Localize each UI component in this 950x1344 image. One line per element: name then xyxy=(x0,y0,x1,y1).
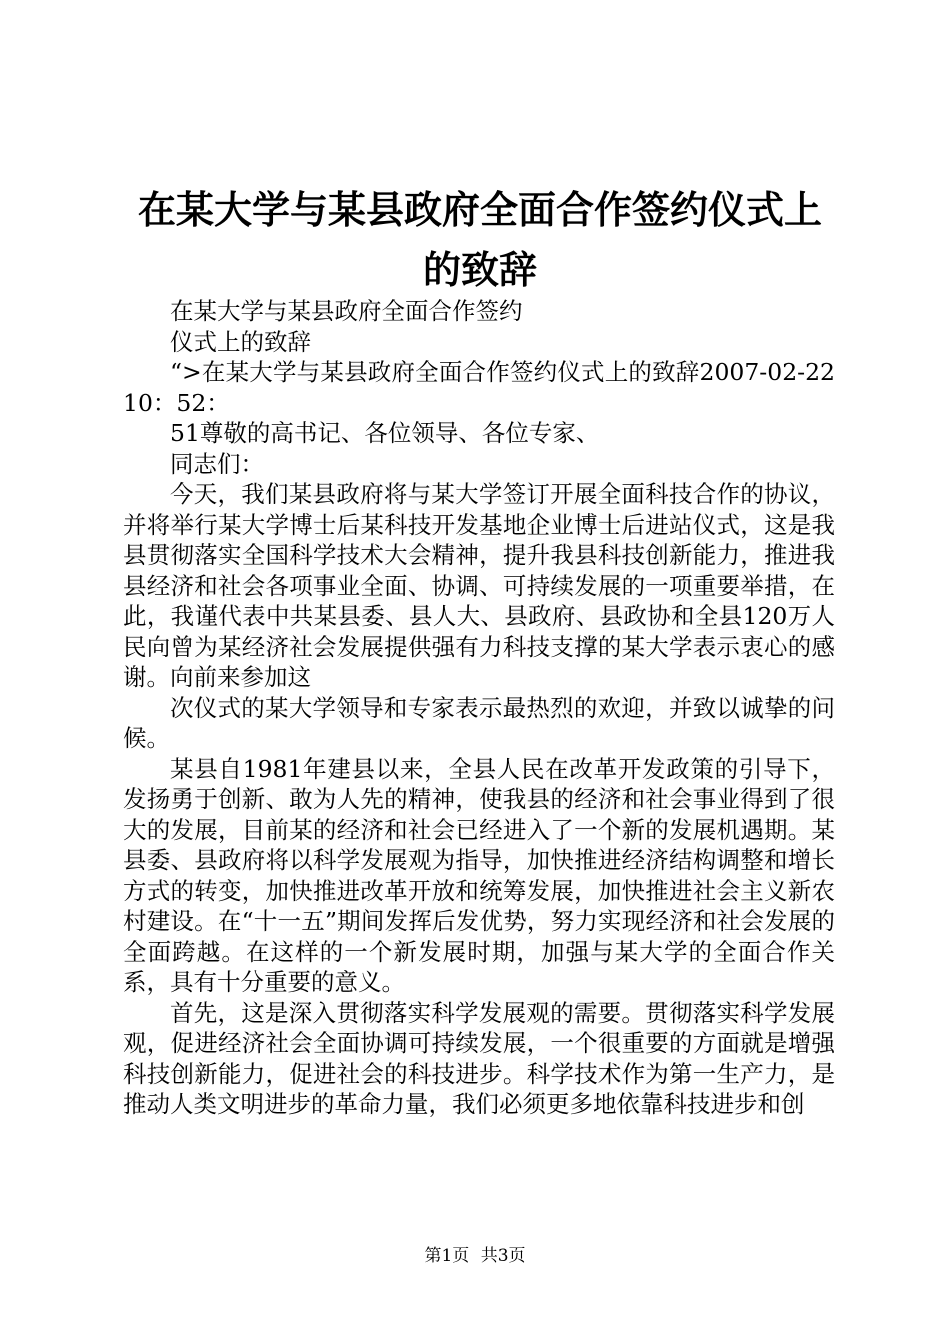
body-paragraph: 51尊敬的高书记、各位领导、各位专家、 xyxy=(170,419,600,447)
body-paragraph: 同志们： xyxy=(170,449,264,478)
body-paragraph: 某县自1981年建县以来，全县人民在改革开发政策的引导下，发扬勇于创新、敢为人先的精神，使我县的经济和社会事业得到了很大的发展，目前某的经济和社会已经进入了一个新的发展机遇期。某县委、县政府将以科学发展观为指导，加快推进经济结构调整和增长方式的转变，加快推进改革开放和统筹发展，加快推进社会主义新农村建设。在“十一五”期间发挥后发优势，努力实现经济和社会发展的全面跨越。在这样的一个新发展时期，加强与某大学的全面合作关系，具有十分重要的意义。 xyxy=(123,754,835,996)
page-number: 第1页 xyxy=(424,1246,470,1266)
body-paragraph: 在某大学与某县政府全面合作签约 xyxy=(170,297,523,325)
body-paragraph: “>在某大学与某县政府全面合作签约仪式上的致辞2007-02-2210：52： xyxy=(123,358,835,417)
page-footer xyxy=(0,1244,950,1268)
body-paragraph: 次仪式的某大学领导和专家表示最热烈的欢迎，并致以诚挚的问候。 xyxy=(123,693,835,752)
body-paragraph: 仪式上的致辞 xyxy=(170,327,311,356)
body-paragraph: 首先，这是深入贯彻落实科学发展观的需要。贯彻落实科学发展观，促进经济社会全面协调可持续发展，一个很重要的方面就是增强科技创新能力，促进社会的科技进步。科学技术作为第一生产力，是推动人类文明进步的革命力量，我们必须更多地依靠科技进步和创 xyxy=(123,998,835,1118)
document-title: 在某大学与某县政府全面合作签约仪式上的致辞 xyxy=(137,188,822,292)
body-paragraph: 今天，我们某县政府将与某大学签订开展全面科技合作的协议，并将举行某大学博士后某科技开发基地企业博士后进站仪式，这是我县贯彻落实全国科学技术大会精神，提升我县科技创新能力，推进我县经济和社会各项事业全面、协调、可持续发展的一项重要举措，在此，我谨代表中共某县委、县人大、县政府、县政协和全县120万人民向曾为某经济社会发展提供强有力科技支撑的某大学表示衷心的感谢。向前来参加这 xyxy=(123,480,835,691)
page-total: 共3页 xyxy=(480,1246,526,1266)
document-body xyxy=(123,296,835,1120)
